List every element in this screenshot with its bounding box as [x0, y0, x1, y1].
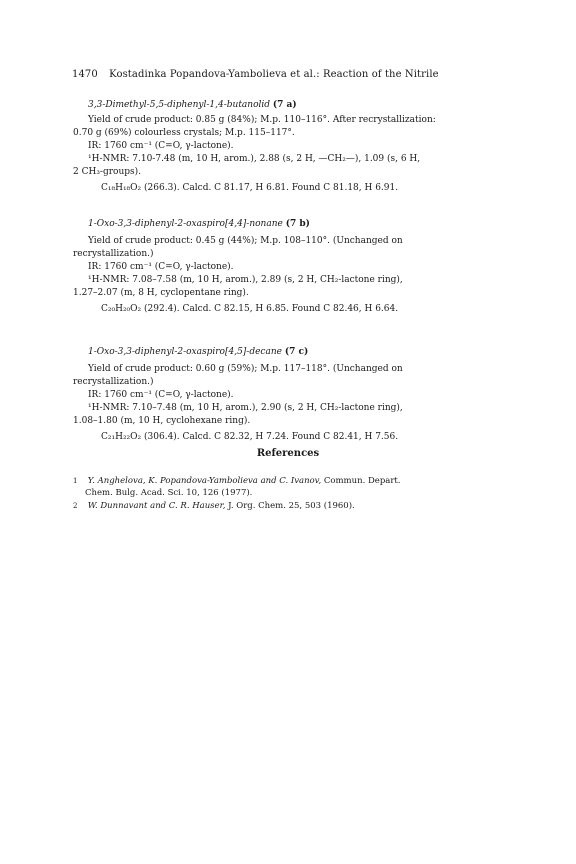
yield-line-cont: recrystallization.) — [73, 249, 154, 259]
compound-title-7b — [88, 219, 310, 229]
yield-line-cont: recrystallization.) — [73, 377, 154, 387]
nmr-line-cont: 1.08–1.80 (m, 10 H, cyclohexane ring). — [73, 416, 251, 426]
ir-line: IR: 1760 cm⁻¹ (C=O, γ-lactone). — [88, 390, 234, 400]
compound-label: (7 c) — [284, 347, 309, 357]
nmr-line-cont: 1.27–2.07 (m, 8 H, cyclopentane ring). — [73, 288, 249, 298]
compound-title-7a — [88, 100, 297, 110]
yield-line: Yield of crude product: 0.85 g (84%); M.p. 110–116°. After recrystallization: — [88, 115, 436, 125]
compound-name: 3,3-Dimethyl-5,5-diphenyl-1,4-butanolid — [88, 100, 271, 110]
compound-title-7c — [88, 347, 308, 357]
reference-source: Commun. Depart. — [323, 476, 401, 486]
page-number: 1470 — [72, 69, 98, 80]
reference-source-cont: Chem. Bulg. Acad. Sci. 10, 126 (1977). — [85, 488, 253, 498]
compound-name: 1-Oxo-3,3-diphenyl-2-oxaspiro[4,4]-nonane — [88, 219, 283, 229]
compound-data-7a — [73, 114, 511, 195]
reference-item-1 — [73, 475, 511, 499]
reference-number: 2 — [73, 502, 78, 510]
compound-label: (7 a) — [272, 100, 297, 110]
reference-item-2 — [73, 500, 511, 512]
nmr-line: ¹H-NMR: 7.10–7.48 (m, 10 H, arom.), 2.90 (s, 2 H, CH₂-lactone ring), — [88, 403, 403, 413]
formula-line: C₂₁H₂₂O₂ (306.4). Calcd. C 82.32, H 7.24. Found C 82.41, H 7.56. — [101, 432, 399, 442]
yield-line-cont: 0.70 g (69%) colourless crystals; M.p. 115–117°. — [73, 128, 295, 138]
references-heading: References — [256, 448, 320, 459]
yield-line: Yield of crude product: 0.60 g (59%); M.p. 117–118°. (Unchanged on — [88, 364, 403, 374]
reference-authors: Y. Anghelova, K. Popandova-Yambolieva and C. Ivanov, — [87, 476, 322, 486]
running-header — [72, 69, 439, 80]
compound-label: (7 b) — [285, 219, 310, 229]
running-title: Kostadinka Popandova-Yambolieva et al.: Reaction of the Nitrile — [109, 69, 439, 80]
compound-data-7b — [73, 235, 511, 316]
reference-authors: W. Dunnavant and C. R. Hauser, — [87, 501, 226, 511]
formula-line: C₁₈H₁₈O₂ (266.3). Calcd. C 81.17, H 6.81. Found C 81.18, H 6.91. — [101, 183, 399, 193]
yield-line: Yield of crude product: 0.45 g (44%); M.p. 108–110°. (Unchanged on — [88, 236, 403, 246]
ir-line: IR: 1760 cm⁻¹ (C=O, γ-lactone). — [88, 141, 234, 151]
ir-line: IR: 1760 cm⁻¹ (C=O, γ-lactone). — [88, 262, 234, 272]
nmr-line: ¹H-NMR: 7.08–7.58 (m, 10 H, arom.), 2.89 (s, 2 H, CH₂-lactone ring), — [88, 275, 403, 285]
compound-data-7c — [73, 363, 511, 444]
reference-source: J. Org. Chem. 25, 503 (1960). — [228, 501, 355, 511]
compound-name: 1-Oxo-3,3-diphenyl-2-oxaspiro[4,5]-decane — [88, 347, 282, 357]
reference-number: 1 — [73, 477, 78, 485]
formula-line: C₂₀H₂₀O₂ (292.4). Calcd. C 82.15, H 6.85. Found C 82.46, H 6.64. — [101, 304, 399, 314]
nmr-line-cont: 2 CH₃-groups). — [73, 167, 142, 177]
nmr-line: ¹H-NMR: 7.10-7.48 (m, 10 H, arom.), 2.88 (s, 2 H, —CH₂—), 1.09 (s, 6 H, — [88, 154, 421, 164]
